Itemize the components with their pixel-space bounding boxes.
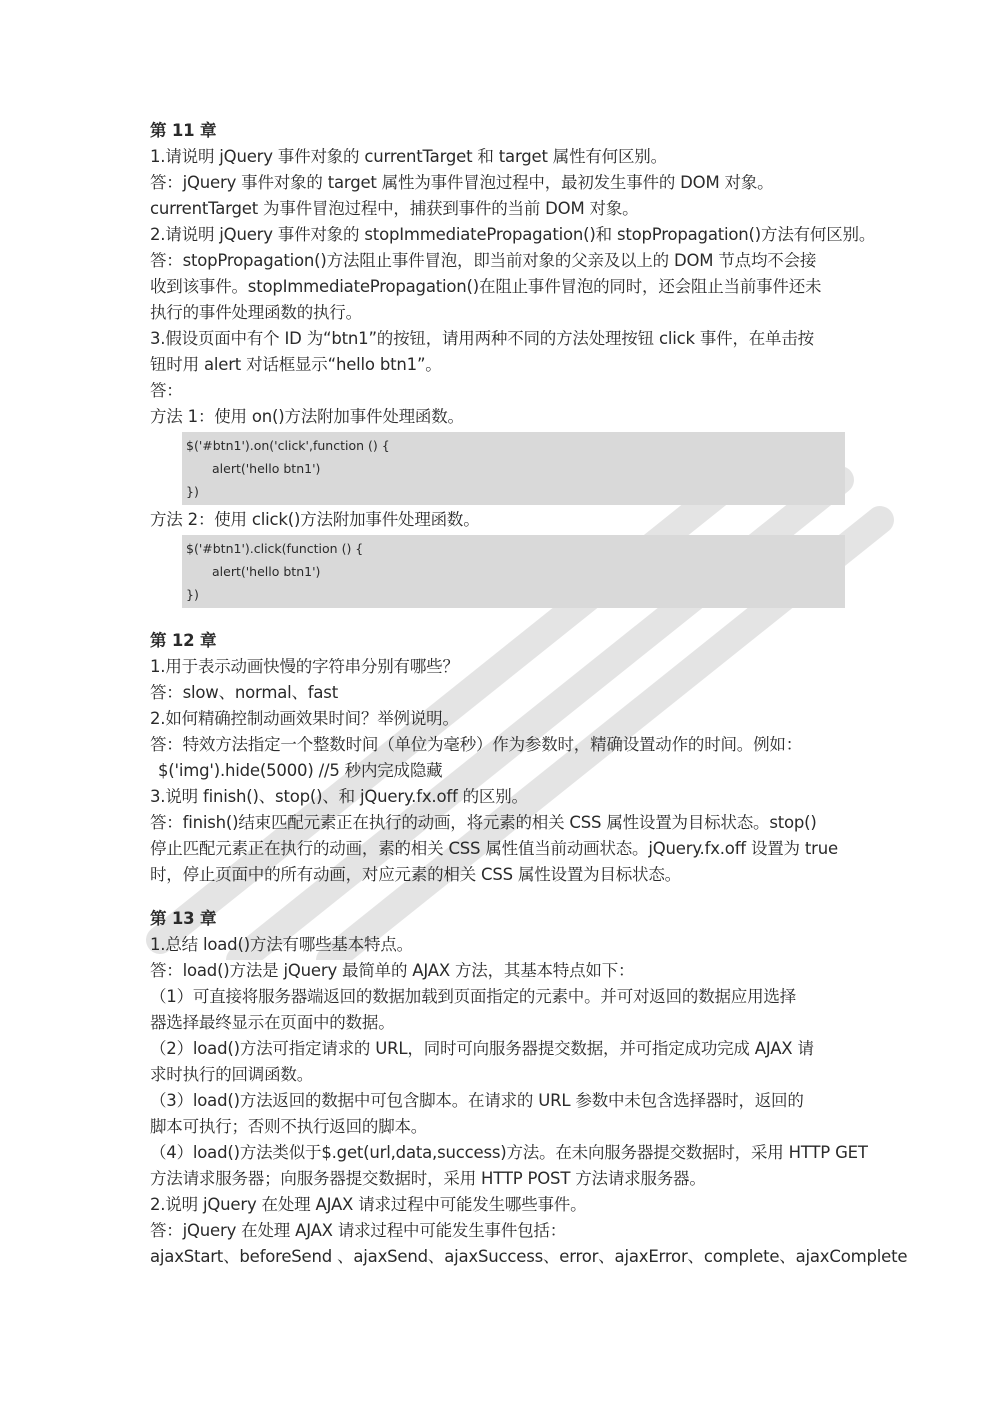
paragraph-line: 2.说明 jQuery 在处理 AJAX 请求过程中可能发生哪些事件。 <box>150 1195 587 1214</box>
paragraph-line: $('img').hide(5000) //5 秒内完成隐藏 <box>158 761 443 780</box>
paragraph-line: 答：特效方法指定一个整数时间（单位为毫秒）作为参数时，精确设置动作的时间。例如： <box>150 735 803 754</box>
code-block-2 <box>182 535 845 608</box>
paragraph-line: 1.总结 load()方法有哪些基本特点。 <box>150 935 413 954</box>
paragraph-line: 时，停止页面中的所有动画，对应元素的相关 CSS 属性设置为目标状态。 <box>150 865 681 884</box>
paragraph-line: 答： <box>150 381 183 400</box>
paragraph-line: 执行的事件处理函数的执行。 <box>150 303 362 322</box>
paragraph-line: 脚本可执行；否则不执行返回的脚本。 <box>150 1117 428 1136</box>
paragraph-line: 钮时用 alert 对话框显示“hello btn1”。 <box>150 355 442 374</box>
paragraph-line: 1.请说明 jQuery 事件对象的 currentTarget 和 target 属性有何区别。 <box>150 147 667 166</box>
code-line: }) <box>186 587 199 602</box>
code-line: }) <box>186 484 199 499</box>
paragraph-line: （4）load()方法类似于$.get(url,data,success)方法。在未向服务器提交数据时，采用 HTTP GET <box>150 1143 868 1162</box>
paragraph-line: 收到该事件。stopImmediatePropagation()在阻止事件冒泡的同时，还会阻止当前事件还未 <box>150 277 822 296</box>
paragraph-line: 答：stopPropagation()方法阻止事件冒泡，即当前对象的父亲及以上的 DOM 节点均不会接 <box>150 251 817 270</box>
paragraph-line: 答：load()方法是 jQuery 最简单的 AJAX 方法，其基本特点如下： <box>150 961 635 980</box>
paragraph-line: 1.用于表示动画快慢的字符串分别有哪些？ <box>150 657 459 676</box>
code-line: $('#btn1').on('click',function () { <box>186 438 390 453</box>
paragraph-line: 3.说明 finish()、stop()、和 jQuery.fx.off 的区别。 <box>150 787 528 806</box>
paragraph-line: （1）可直接将服务器端返回的数据加载到页面指定的元素中。并可对返回的数据应用选择 <box>150 987 796 1006</box>
paragraph-line: 求时执行的回调函数。 <box>150 1065 314 1084</box>
chapter-11-title: 第 11 章 <box>150 121 217 140</box>
paragraph-line: 答：finish()结束匹配元素正在执行的动画，将元素的相关 CSS 属性设置为目标状态。stop() <box>150 813 817 832</box>
paragraph-line: 方法 1：使用 on()方法附加事件处理函数。 <box>150 407 464 426</box>
paragraph-line: 2.如何精确控制动画效果时间？举例说明。 <box>150 709 459 728</box>
code-block-1 <box>182 432 845 505</box>
chapter-12-title: 第 12 章 <box>150 631 217 650</box>
paragraph-line: 答：jQuery 在处理 AJAX 请求过程中可能发生事件包括： <box>150 1221 567 1240</box>
paragraph-line: 方法 2：使用 click()方法附加事件处理函数。 <box>150 510 480 529</box>
paragraph-line: 3.假设页面中有个 ID 为“btn1”的按钮，请用两种不同的方法处理按钮 click 事件，在单击按 <box>150 329 814 348</box>
paragraph-line: ajaxStart、beforeSend 、ajaxSend、ajaxSuccess、error、ajaxError、complete、ajaxComplete <box>150 1247 908 1266</box>
code-line: $('#btn1').click(function () { <box>186 541 364 556</box>
paragraph-line: 停止匹配元素正在执行的动画，素的相关 CSS 属性值当前动画状态。jQuery.fx.off 设置为 true <box>150 839 838 858</box>
paragraph-line: 答：jQuery 事件对象的 target 属性为事件冒泡过程中，最初发生事件的 DOM 对象。 <box>150 173 774 192</box>
code-line: alert('hello btn1') <box>212 564 321 579</box>
paragraph-line: （2）load()方法可指定请求的 URL，同时可向服务器提交数据，并可指定成功完成 AJAX 请 <box>150 1039 814 1058</box>
paragraph-line: 方法请求服务器；向服务器提交数据时，采用 HTTP POST 方法请求服务器。 <box>150 1169 706 1188</box>
paragraph-line: 答：slow、normal、fast <box>150 683 338 702</box>
chapter-13-title: 第 13 章 <box>150 909 217 928</box>
paragraph-line: currentTarget 为事件冒泡过程中，捕获到事件的当前 DOM 对象。 <box>150 199 639 218</box>
paragraph-line: 2.请说明 jQuery 事件对象的 stopImmediatePropagation()和 stopPropagation()方法有何区别。 <box>150 225 876 244</box>
code-line: alert('hello btn1') <box>212 461 321 476</box>
document-body <box>150 118 908 1270</box>
paragraph-line: 器选择最终显示在页面中的数据。 <box>150 1013 395 1032</box>
paragraph-line: （3）load()方法返回的数据中可包含脚本。在请求的 URL 参数中未包含选择器时，返回的 <box>150 1091 804 1110</box>
